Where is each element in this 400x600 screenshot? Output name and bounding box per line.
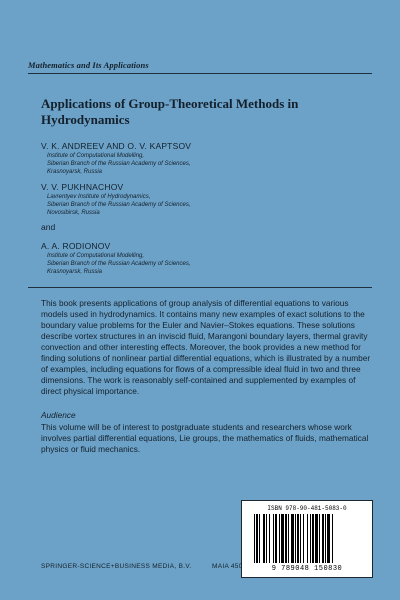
barcode-bar [319, 514, 320, 563]
series-code: MAIA 450 [212, 563, 243, 570]
series-name: Mathematics and Its Applications [28, 60, 149, 70]
affiliation-line: Siberian Branch of the Russian Academy of Sciences, [47, 261, 191, 267]
barcode-bar [256, 514, 258, 563]
affiliation-line: Siberian Branch of the Russian Academy of Sciences, [47, 161, 191, 167]
barcode-bar [322, 514, 324, 563]
author-affiliation [47, 193, 361, 217]
barcode-bar [297, 514, 299, 563]
affiliation-line: Krasnoyarsk, Russia [47, 269, 103, 275]
barcode-bar [275, 514, 277, 563]
barcode-bar [266, 514, 267, 563]
barcode-bar [325, 514, 326, 563]
barcode-bar [263, 514, 265, 563]
isbn-label: ISBN 978-90-481-5083-0 [267, 505, 347, 512]
author-entry [41, 240, 361, 276]
affiliation-line: Krasnoyarsk, Russia [47, 169, 103, 175]
and-connector: and [41, 222, 56, 232]
section-divider [28, 287, 372, 288]
barcode-bar [327, 514, 330, 563]
author-entry [41, 181, 361, 217]
barcode-digits: 9 789048 150830 [271, 565, 343, 573]
author-affiliation [47, 252, 361, 276]
barcode-bar [281, 514, 284, 563]
barcode-bar [291, 514, 294, 563]
affiliation-line: Institute of Computational Modelling, [47, 153, 145, 159]
affiliation-line: Lavrentyev Institute of Hydrodynamics, [47, 194, 151, 200]
affiliation-line: Siberian Branch of the Russian Academy of Sciences, [47, 202, 191, 208]
barcode-image [254, 514, 360, 563]
book-description: This book presents applications of group analysis of differential equations to various models used in hydrodynamics. It contains many new examples of exact solutions to the boundary value problems for the Euler and Navier–Stokes equations. These solutions describe vortex structures in an inviscid fluid, Marangoni boundary layers, thermal gravity convection and other interesting effects. Moreover, the book provides a new method for finding solutions of nonlinear partial differential equations, which is illustrated by a number of examples, including equations for flows of a compressible ideal fluid in two and three dimensions. The work is reasonably self-contained and supplemented by examples of direct physical importance. [41, 298, 371, 396]
publisher-name: SPRINGER-SCIENCE+BUSINESS MEDIA, B.V. [41, 563, 192, 570]
author-entry [41, 140, 361, 176]
author-name: V. V. PUKHNACHOV [41, 182, 124, 192]
barcode-bar [259, 514, 260, 563]
barcode-bar [303, 514, 304, 563]
author-affiliation [47, 152, 361, 176]
barcode-box [241, 500, 373, 578]
barcode-bar [315, 514, 318, 563]
barcode-bar [254, 514, 255, 563]
barcode-bar [288, 514, 289, 563]
author-name: A. A. RODIONOV [41, 241, 111, 251]
barcode-bar [273, 514, 274, 563]
barcode-bar [300, 514, 301, 563]
top-divider [28, 73, 372, 74]
barcode-bar [332, 514, 333, 563]
book-title: Applications of Group-Theoretical Methods in Hydrodynamics [41, 96, 299, 127]
audience-text: This volume will be of interest to postgraduate students and researchers whose work involves partial differential equations, Lie groups, the mathematics of fluids, mathematical physics or fluid mechanics. [41, 422, 369, 454]
barcode-bar [295, 514, 296, 563]
barcode-bar [310, 514, 311, 563]
affiliation-line: Institute of Computational Modelling, [47, 253, 145, 259]
barcode-bar [269, 514, 270, 563]
barcode-bar [312, 514, 314, 563]
author-name: V. K. ANDREEV AND O. V. KAPTSOV [41, 141, 192, 151]
barcode-bar [285, 514, 287, 563]
barcode-bar [307, 514, 308, 563]
affiliation-line: Novosibirsk, Russia [47, 210, 100, 216]
barcode-bar [279, 514, 280, 563]
audience-heading: Audience [41, 410, 76, 420]
